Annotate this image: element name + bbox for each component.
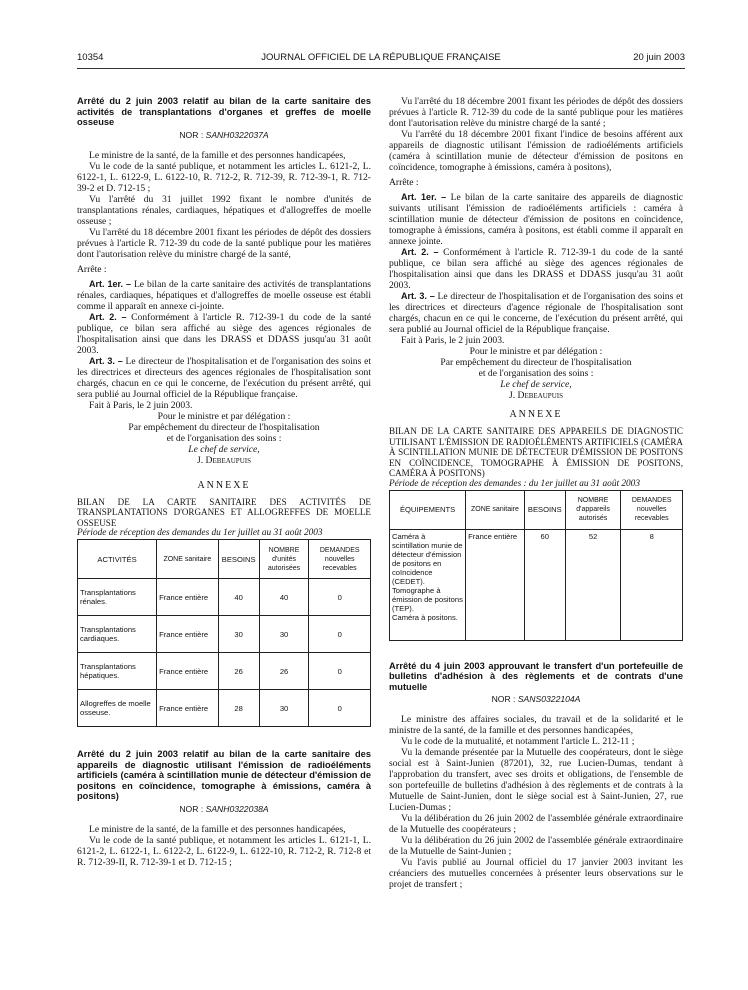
paragraph: Le ministre de la santé, de la famille et des personnes handicapées,	[89, 823, 346, 835]
paragraph: Vu la demande présentée par la Mutuelle des coopérateurs, dont le siège social est à Saint-Junien (87201), 32, rue Lucien-Dumas, tendant à l'approbation du transfert, avec ses droits et obligations, de l'ensemble de son portefeuille de bulletins d'adhésion à des règlements et de contrats à la Mutuelle de Saint-Junien, dont le siège social est à Saint-Junien, 27, rue Lucien-Dumas ;	[389, 747, 683, 813]
table-header-row: ACTIVITÉS ZONE sanitaire BESOINS NOMBRE d'unités autorisées DEMANDES nouvelles recevables	[78, 540, 371, 579]
table-row: Caméra à scintillation munie de détecteur d'émission de positons en coïncidence (CEDET). Tomographe à émission de positons (TEP). Caméra à positons. France entière 60 52 8	[390, 529, 683, 640]
page-header	[77, 52, 685, 66]
decree-title: Arrêté du 2 juin 2003 relatif au bilan de la carte sanitaire des activités de transplantations d'organes et greffes de moelle osseuse	[77, 96, 371, 127]
equipment-item: Tomographe à émission de positons (TEP).	[392, 585, 463, 613]
equipment-table	[389, 490, 683, 641]
paragraph: Vu l'arrêté du 31 juillet 1992 fixant le nombre d'unités de transplantations rénales, cardiaques, hépatiques et d'allogreffes de moelle osseuse ;	[77, 193, 371, 227]
article-3: Art. 3. – Le directeur de l'hospitalisation et de l'organisation des soins et les directrices et directeurs des agences régionales de l'hospitalisation sont chargés, chacun en ce qui le concerne, de l'exécution du présent arrêté, qui sera publié au Journal officiel de la République française.	[77, 355, 371, 400]
nor-reference: NOR : SANH0322037A	[179, 129, 269, 140]
equipment-item: Caméra à positons.	[392, 612, 458, 622]
annexe-heading: ANNEXE	[197, 479, 251, 491]
annexe-heading: ANNEXE	[509, 409, 563, 420]
paragraph: Vu l'avis publié au Journal officiel du 17 janvier 2003 invitant les créanciers des mutuelles concernées à présenter leurs observations sur le projet de transfert ;	[389, 857, 683, 890]
nor-reference: NOR : SANH0322038A	[179, 803, 269, 814]
signatory-name: J. Debeaupuis	[197, 454, 251, 466]
annexe-title: BILAN DE LA CARTE SANITAIRE DES ACTIVITÉS DE TRANSPLANTATIONS D'ORGANES ET ALLOGREFFES DE MOELLE OSSEUSE	[77, 496, 371, 528]
decree-title: Arrêté du 2 juin 2003 relatif au bilan de la carte sanitaire des appareils de diagnostic utilisant l'émission de radioéléments artificiels (caméra à scintillation munie de détecteur d'émission de positons en coïncidence, tomographe à émissions, caméra à positons)	[77, 749, 371, 801]
arrete-heading: Arrête :	[389, 177, 419, 188]
paragraph: Vu l'arrêté du 18 décembre 2001 fixant les périodes de dépôt des dossiers prévues à l'article R. 712-39 du code de la santé publique pour les matières dont l'autorisation relève du ministre chargé de la santé,	[77, 226, 371, 260]
signatory-name: J. Debeaupuis	[509, 390, 563, 401]
reception-period: Période de réception des demandes du 1er juillet au 31 août 2003	[77, 528, 323, 538]
paragraph: Vu le code de la santé publique, et notamment les articles L. 6121-1, L. 6121-2, L. 6122-1, L. 6122-2, L. 6122-9, L. 6122-10, R. 712-2, R. 712-8 et R. 712-39-II, R. 712-39-1 et D. 712-15 ;	[77, 834, 371, 868]
article-2: Art. 2. – Conformément à l'article R. 712-39-1 du code de la santé publique, ce bilan sera affiché au siège des agences régionales de l'hospitalisation ainsi que dans les DRASS et DDASS jusqu'au 31 août 2003.	[389, 247, 683, 291]
paragraph: Le ministre des affaires sociales, du travail et de la solidarité et le ministre de la santé, de la famille et des personnes handicapées,	[389, 714, 683, 736]
signature-block: Pour le ministre et par délégation : Par empêchement du directeur de l'hospitalisation et de l'organisation des soins : Le chef de service, J. Debeaupuis	[389, 346, 683, 401]
table-row: Allogreffes de moelle osseuse. France entière 28 30 0	[78, 690, 371, 727]
right-column	[389, 96, 683, 890]
arrete-heading: Arrête :	[77, 263, 107, 275]
signature-block: Pour le ministre et par délégation : Par empêchement du directeur de l'hospitalisation et de l'organisation des soins : Le chef de service, J. Debeaupuis	[77, 411, 371, 466]
table-row: Transplantations cardiaques. France entière 30 30 0	[78, 616, 371, 653]
journal-title: JOURNAL OFFICIEL DE LA RÉPUBLIQUE FRANÇAISE	[261, 52, 501, 63]
paragraph: Vu le code de la mutualité, et notamment l'article L. 212-11 ;	[401, 736, 635, 747]
fait-a-paris: Fait à Paris, le 2 juin 2003.	[401, 335, 505, 346]
page-number: 10354	[77, 52, 104, 63]
article-3: Art. 3. – Le directeur de l'hospitalisation et de l'organisation des soins et les directrices et directeurs d'agence régionale de l'hospitalisation sont chargés, chacun en ce qui le concerne, de l'exécution du présent arrêté, qui sera publié au Journal officiel de la République française.	[389, 291, 683, 335]
paragraph: Vu la délibération du 26 juin 2002 de l'assemblée générale extraordinaire de la Mutuelle des coopérateurs ;	[389, 813, 683, 835]
table-header-row: ÉQUIPEMENTS ZONE sanitaire BESOINS NOMBRE d'appareils autorisés DEMANDES nouvelles recevables	[390, 490, 683, 529]
decree-title: Arrêté du 4 juin 2003 approuvant le transfert d'un portefeuille de bulletins d'adhésion à des règlements et de contrats d'une mutuelle	[389, 660, 683, 692]
article-1: Art. 1er. – Le bilan de la carte sanitaire des appareils de diagnostic suivants utilisant l'émission de radioéléments artificiels : caméra à scintillation munie de détecteur d'émission de positons en coïncidence, tomographe à émissions, caméra à positons, est établi comme il apparaît en annexe jointe.	[389, 192, 683, 247]
nor-reference: NOR : SANS0322104A	[491, 694, 581, 704]
fait-a-paris: Fait à Paris, le 2 juin 2003.	[89, 399, 193, 411]
paragraph: Vu l'arrêté du 18 décembre 2001 fixant l'indice de besoins afférent aux appareils de diagnostic utilisant l'émission de radioéléments artificiels (caméra à scintillation munie de détecteur d'émission de positons en coïncidence, tomographe à émissions, caméra à positons),	[389, 129, 683, 173]
reception-period: Période de réception des demandes : du 1er juillet au 31 août 2003	[389, 478, 640, 489]
paragraph: Vu le code de la santé publique, et notamment les articles L. 6121-2, L. 6122-1, L. 6122-9, L. 6122-10, R. 712-2, R. 712-39, R. 712-39-1, R. 712-39-2 et D. 712-15 ;	[77, 160, 371, 194]
equipment-item: Caméra à scintillation munie de détecteur d'émission de positons en coïncidence (CEDET).	[392, 531, 463, 586]
paragraph: Vu l'arrêté du 18 décembre 2001 fixant les périodes de dépôt des dossiers prévues à l'article R. 712-39 du code de la santé publique pour les matières dont l'autorisation relève du ministre chargé de la santé ;	[389, 96, 683, 129]
header-rule	[77, 68, 685, 69]
table-row: Transplantations rénales. France entière 40 40 0	[78, 579, 371, 616]
article-1: Art. 1er. – Le bilan de la carte sanitaire des activités de transplantations rénales, cardiaques, hépatiques et d'allogreffes de moelle osseuse est établi comme il apparaît en annexe ci-jointe.	[77, 278, 371, 312]
annexe-title: BILAN DE LA CARTE SANITAIRE DES APPAREILS DE DIAGNOSTIC UTILISANT L'ÉMISSION DE RADIOÉLÉMENTS ARTIFICIELS (CAMÉRA À SCINTILLATION MUNIE DE DÉTECTEUR D'ÉMISSION DE POSITONS EN COÏNCIDENCE, TOMOGRAPHE À ÉMISSION DE POSITONS, CAMÉRA À POSITONS)	[389, 426, 683, 478]
paragraph: Le ministre de la santé, de la famille et des personnes handicapées,	[89, 149, 346, 161]
issue-date: 20 juin 2003	[633, 52, 685, 63]
activities-table	[77, 539, 371, 727]
table-row: Transplantations hépatiques. France entière 26 26 0	[78, 653, 371, 690]
article-2: Art. 2. – Conformément à l'article R. 712-39-1 du code de la santé publique, ce bilan sera affiché au siège des agences régionales de l'hospitalisation ainsi que dans les DRASS et DDASS jusqu'au 31 août 2003.	[77, 311, 371, 356]
paragraph: Vu la délibération du 26 juin 2002 de l'assemblée générale extraordinaire de la Mutuelle de Saint-Junien ;	[389, 835, 683, 857]
left-column	[77, 96, 371, 868]
